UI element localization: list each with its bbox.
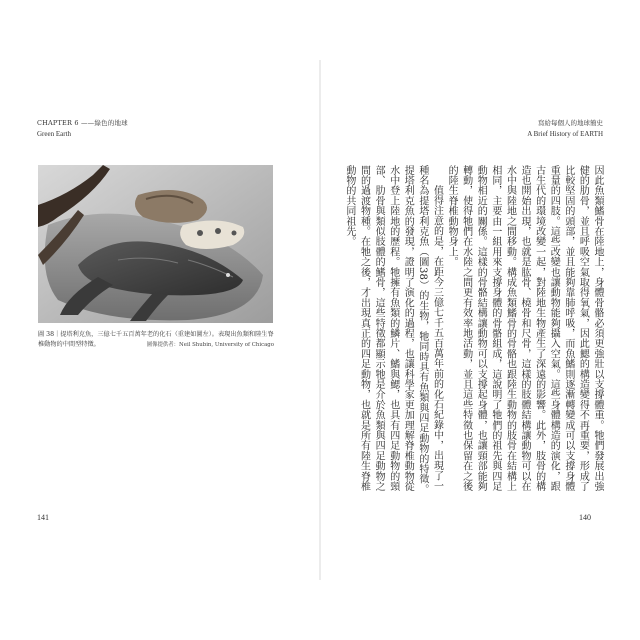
chapter-subtitle: Green Earth [37,130,72,138]
fossil-fish-icon [38,165,273,323]
vertical-body-text [343,165,604,495]
left-running-header [37,118,128,138]
right-running-header [527,118,603,138]
chapter-label: CHAPTER 6 ——綠色的地球 [37,119,128,127]
page-gutter [319,60,321,580]
caption-text: 圖 38｜提塔利克魚，三億七千五百萬年老的化石（重建如圖左）。表現出魚類和陸生脊椎動物的中間型特徵。 [38,331,274,348]
body-paragraph-1: 因此魚類鰭骨在陸地上，身體骨骼必須更強壯以支撐體重。牠們發展出強健的肋骨，並且呼吸空氣取得氧氣，因此鰓的構造變得不再重要，形成了比較堅固的頭部，並且能夠靠肺呼吸，而魚鰭則逐漸轉變成可以支撐身體重量的四肢。這些改變也讓動物能夠攝入空氣。這些身體構造的演化，跟古生代的環境改變一起，對陸地生物產生了深遠的影響。此外，肢骨的構造也開始出現，也就是肱骨、橈骨和尺骨，這樣的肢體結構讓動物可以在水中與陸地之間移動。構成魚類鰭骨的骨骼也跟陸生動物的肢骨在結構上相同，主要由一組用來支撐身體的骨骼組成，這說明了牠們的祖先與四足動物相近的關係。這樣的骨骼結構讓動物可以支撐起身體，也讓頸部能夠轉動，使得牠們在水陸之間更有效率地活動，並且這些特徵也保留在之後的陸生脊椎動物身上。 [446,165,603,492]
figure-caption [38,330,274,350]
body-paragraph-2: 值得注意的是，在距今三億七千五百萬年前的化石紀錄中，出現了一種名為提塔利克魚（圖38）的生物，牠同時具有魚類與四足動物的特徵。提塔利克魚的發現，證明了演化的過程，也讓科學家更加理解脊椎動物從水中登上陸地的歷程。牠擁有魚類的鱗片、鰭與鰓，也具有四足動物的頸部、肋骨與類似肢體的鰭骨，這些特徵都顯示牠是介於魚類與四足動物之間的過渡物種。在牠之後，才出現真正的四足動物，也就是所有陸生脊椎動物的共同祖先。 [343,165,443,495]
caption-credit: 圖像提供者：Neil Shubin, University of Chicago [146,342,274,348]
book-title: 寫給每個人的地球簡史 [538,119,603,127]
book-subtitle: A Brief History of EARTH [527,130,603,138]
right-page-number: 140 [579,513,591,522]
fossil-fish-photo [38,165,273,323]
left-page-number: 141 [37,513,49,522]
